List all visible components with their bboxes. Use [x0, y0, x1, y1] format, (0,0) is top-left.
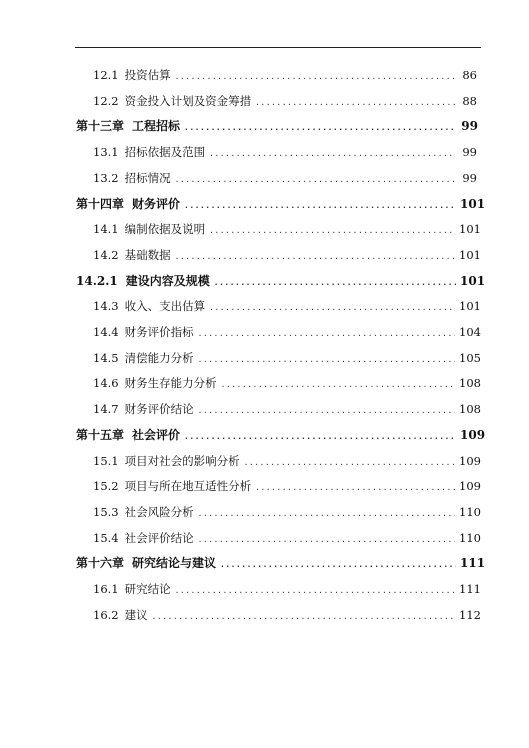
- toc-chapter-entry[interactable]: [76, 554, 486, 572]
- toc-entry-title: 资金投入计划及资金筹措: [124, 93, 252, 108]
- toc-entry-number: 第十五章: [76, 427, 125, 442]
- toc-dot-leader: [209, 145, 455, 163]
- toc-entry-title: 工程招标: [132, 119, 181, 134]
- toc-entry-number: 14.2.1: [76, 273, 118, 288]
- toc-entry-title: 财务评价: [132, 196, 181, 211]
- toc-page-number: 110: [459, 504, 481, 519]
- toc-page-number: 111: [459, 582, 481, 596]
- toc-section-entry[interactable]: [93, 529, 481, 547]
- toc-entry-title: 社会评价结论: [124, 530, 194, 545]
- toc-dot-leader: [244, 454, 455, 472]
- toc-section-entry[interactable]: [93, 349, 481, 367]
- toc-dot-leader: [198, 402, 455, 420]
- toc-entry-title: 收入、支出估算: [124, 299, 206, 314]
- toc-page-number: 111: [460, 556, 486, 571]
- toc-page-number: 112: [459, 607, 481, 622]
- toc-dot-leader: [175, 171, 455, 189]
- toc-section-entry[interactable]: [93, 503, 481, 521]
- toc-page-number: 86: [462, 68, 477, 82]
- toc-entry-number: 12.2: [93, 93, 119, 108]
- toc-chapter-entry[interactable]: [76, 117, 478, 135]
- toc-entry-number: 14.4: [93, 325, 119, 339]
- toc-entry-number: 14.1: [93, 222, 119, 237]
- toc-entry-number: 第十六章: [76, 556, 125, 571]
- toc-section-entry[interactable]: [93, 374, 481, 392]
- toc-entry-title: 招标情况: [124, 170, 171, 185]
- toc-dot-leader: [209, 222, 455, 240]
- toc-entry-number: 第十四章: [76, 196, 125, 211]
- toc-section-entry[interactable]: [93, 400, 481, 418]
- toc-dot-leader: [184, 119, 456, 137]
- toc-page-number: 101: [459, 299, 481, 314]
- toc-page-number: 99: [462, 170, 477, 185]
- toc-dot-leader: [209, 299, 455, 317]
- toc-dot-leader: [198, 531, 455, 549]
- toc-entry-number: 16.2: [93, 607, 119, 622]
- toc-page-number: 101: [459, 247, 481, 262]
- toc-section-entry[interactable]: [93, 220, 481, 238]
- toc-page-number: 108: [459, 402, 481, 417]
- toc-entry-number: 15.3: [93, 504, 119, 519]
- toc-entry-number: 14.3: [93, 299, 119, 314]
- toc-chapter-entry[interactable]: [76, 426, 486, 444]
- toc-entry-number: 13.1: [93, 145, 119, 160]
- toc-section-entry[interactable]: [93, 580, 481, 598]
- toc-dot-leader: [184, 197, 456, 215]
- toc-dot-leader: [255, 94, 455, 112]
- toc-page-number: 99: [461, 119, 478, 134]
- toc-entry-number: 12.1: [93, 68, 119, 82]
- toc-page-number: 110: [459, 530, 481, 545]
- toc-page-number: 88: [462, 93, 477, 108]
- toc-page-number: 105: [459, 350, 481, 365]
- toc-dot-leader: [175, 582, 455, 600]
- toc-page-number: 104: [459, 325, 481, 339]
- toc-entry-number: 15.1: [93, 453, 119, 468]
- toc-entry-title: 建设内容及规模: [125, 273, 210, 288]
- toc-entry-number: 14.7: [93, 402, 119, 417]
- toc-entry-title: 研究结论: [124, 582, 171, 596]
- toc-section-entry[interactable]: [93, 323, 481, 341]
- toc-entry-title: 招标依据及范围: [124, 145, 206, 160]
- toc-entry-number: 14.2: [93, 247, 119, 262]
- toc-dot-leader: [221, 376, 455, 394]
- toc-page-number: 101: [460, 196, 486, 211]
- toc-entry-title: 财务评价指标: [124, 325, 194, 339]
- toc-entry-title: 清偿能力分析: [124, 350, 194, 365]
- toc-page-number: 99: [462, 145, 477, 160]
- toc-entry-title: 项目与所在地互适性分析: [124, 479, 252, 494]
- toc-page-number: 109: [459, 453, 481, 468]
- toc-section-entry[interactable]: [93, 169, 477, 187]
- header-rule: [75, 47, 481, 48]
- toc-entry-number: 16.1: [93, 582, 119, 596]
- toc-dot-leader: [184, 428, 456, 446]
- toc-entry-number: 15.2: [93, 479, 119, 494]
- toc-entry-number: 15.4: [93, 530, 119, 545]
- toc-dot-leader: [198, 505, 455, 523]
- toc-page-number: 108: [459, 376, 481, 391]
- toc-section-entry[interactable]: [93, 477, 481, 495]
- toc-section-entry[interactable]: [93, 92, 477, 110]
- toc-dot-leader: [255, 479, 455, 497]
- toc-chapter-entry[interactable]: [76, 195, 486, 213]
- toc-entry-title: 投资估算: [124, 68, 171, 82]
- toc-section-entry[interactable]: [93, 452, 481, 470]
- toc-entry-title: 编制依据及说明: [124, 222, 206, 237]
- toc-entry-number: 14.6: [93, 376, 119, 391]
- toc-section-entry[interactable]: [93, 606, 481, 624]
- toc-dot-leader: [175, 68, 455, 86]
- toc-entry-title: 项目对社会的影响分析: [124, 453, 240, 468]
- toc-entry-title: 研究结论与建议: [132, 556, 217, 571]
- toc-section-entry[interactable]: [93, 143, 477, 161]
- toc-entry-title: 社会评价: [132, 427, 181, 442]
- toc-entry-number: 13.2: [93, 170, 119, 185]
- toc-entry-title: 基础数据: [124, 247, 171, 262]
- toc-dot-leader: [152, 608, 455, 626]
- toc-section-entry[interactable]: [93, 297, 481, 315]
- toc-entry-title: 财务生存能力分析: [124, 376, 217, 391]
- toc-dot-leader: [175, 248, 455, 266]
- toc-entry-title: 社会风险分析: [124, 504, 194, 519]
- toc-page-number: 101: [460, 273, 486, 288]
- toc-chapter-entry[interactable]: [76, 272, 486, 290]
- toc-page-number: 109: [459, 479, 481, 494]
- toc-entry-number: 第十三章: [76, 119, 125, 134]
- toc-entry-title: 财务评价结论: [124, 402, 194, 417]
- toc-page-number: 101: [459, 222, 481, 237]
- toc-section-entry[interactable]: [93, 246, 481, 264]
- toc-section-entry[interactable]: [93, 66, 477, 84]
- toc-entry-title: 建议: [124, 607, 148, 622]
- toc-dot-leader: [198, 325, 455, 343]
- toc-entry-number: 14.5: [93, 350, 119, 365]
- toc-dot-leader: [220, 556, 456, 574]
- toc-dot-leader: [198, 351, 455, 369]
- toc-page-number: 109: [460, 427, 486, 442]
- toc-dot-leader: [214, 274, 456, 292]
